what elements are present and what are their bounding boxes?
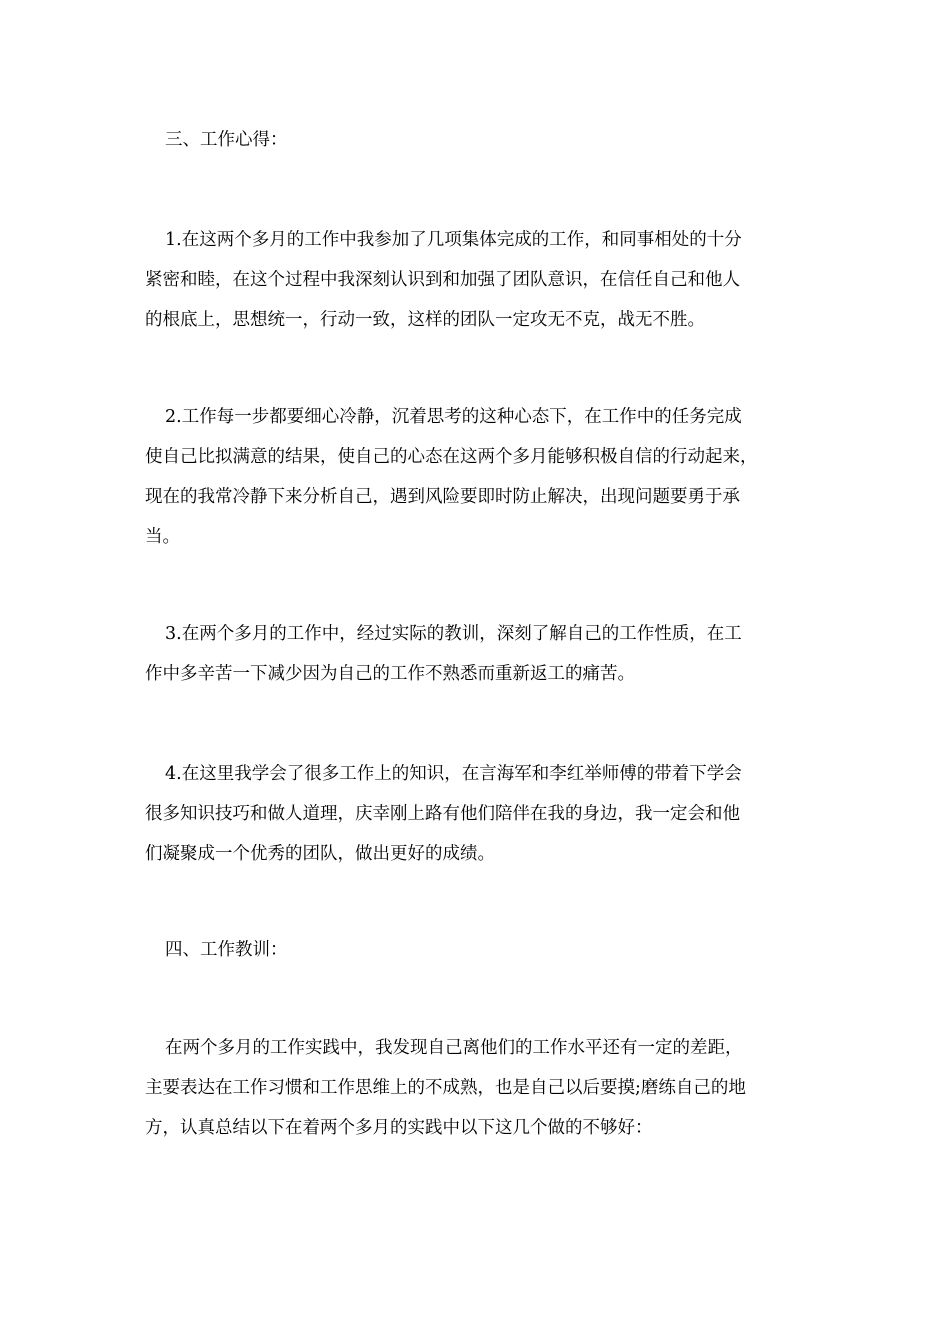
paragraph-line: 4.在这里我学会了很多工作上的知识，在言海军和李红举师傅的带着下学会 [165, 764, 742, 784]
paragraph-line: 当。 [145, 527, 180, 547]
paragraph-line: 主要表达在工作习惯和工作思维上的不成熟，也是自己以后要摸;磨练自己的地 [145, 1078, 746, 1098]
paragraph-line: 很多知识技巧和做人道理，庆幸刚上路有他们陪伴在我的身边，我一定会和他 [145, 804, 740, 824]
paragraph-line: 作中多辛苦一下减少因为自己的工作不熟悉而重新返工的痛苦。 [145, 664, 635, 684]
paragraph-line: 紧密和睦，在这个过程中我深刻认识到和加强了团队意识，在信任自己和他人 [145, 270, 740, 290]
paragraph-line: 2.工作每一步都要细心冷静，沉着思考的这种心态下，在工作中的任务完成 [165, 407, 742, 427]
paragraph-line: 在两个多月的工作实践中，我发现自己离他们的工作水平还有一定的差距， [165, 1038, 743, 1058]
paragraph-line: 1.在这两个多月的工作中我参加了几项集体完成的工作，和同事相处的十分 [165, 230, 742, 250]
section-heading-work-insights [145, 120, 810, 160]
insight-item-4 [145, 754, 810, 874]
paragraph-line: 现在的我常冷静下来分析自己，遇到风险要即时防止解决，出现问题要勇于承 [145, 487, 740, 507]
heading-text: 四、工作教训： [165, 940, 288, 960]
paragraph-line: 使自己比拟满意的结果，使自己的心态在这两个多月能够积极自信的行动起来， [145, 447, 758, 467]
paragraph-line: 3.在两个多月的工作中，经过实际的教训，深刻了解自己的工作性质，在工 [165, 624, 742, 644]
heading-text: 三、工作心得： [165, 130, 288, 150]
paragraph-line: 们凝聚成一个优秀的团队，做出更好的成绩。 [145, 844, 495, 864]
insight-item-2 [145, 397, 810, 557]
section-heading-work-lessons [145, 930, 810, 970]
paragraph-line: 方，认真总结以下在着两个多月的实践中以下这几个做的不够好： [145, 1118, 653, 1138]
insight-item-1 [145, 220, 810, 340]
insight-item-3 [145, 614, 810, 694]
lessons-paragraph [145, 1028, 810, 1148]
paragraph-line: 的根底上，思想统一，行动一致，这样的团队一定攻无不克，战无不胜。 [145, 310, 705, 330]
